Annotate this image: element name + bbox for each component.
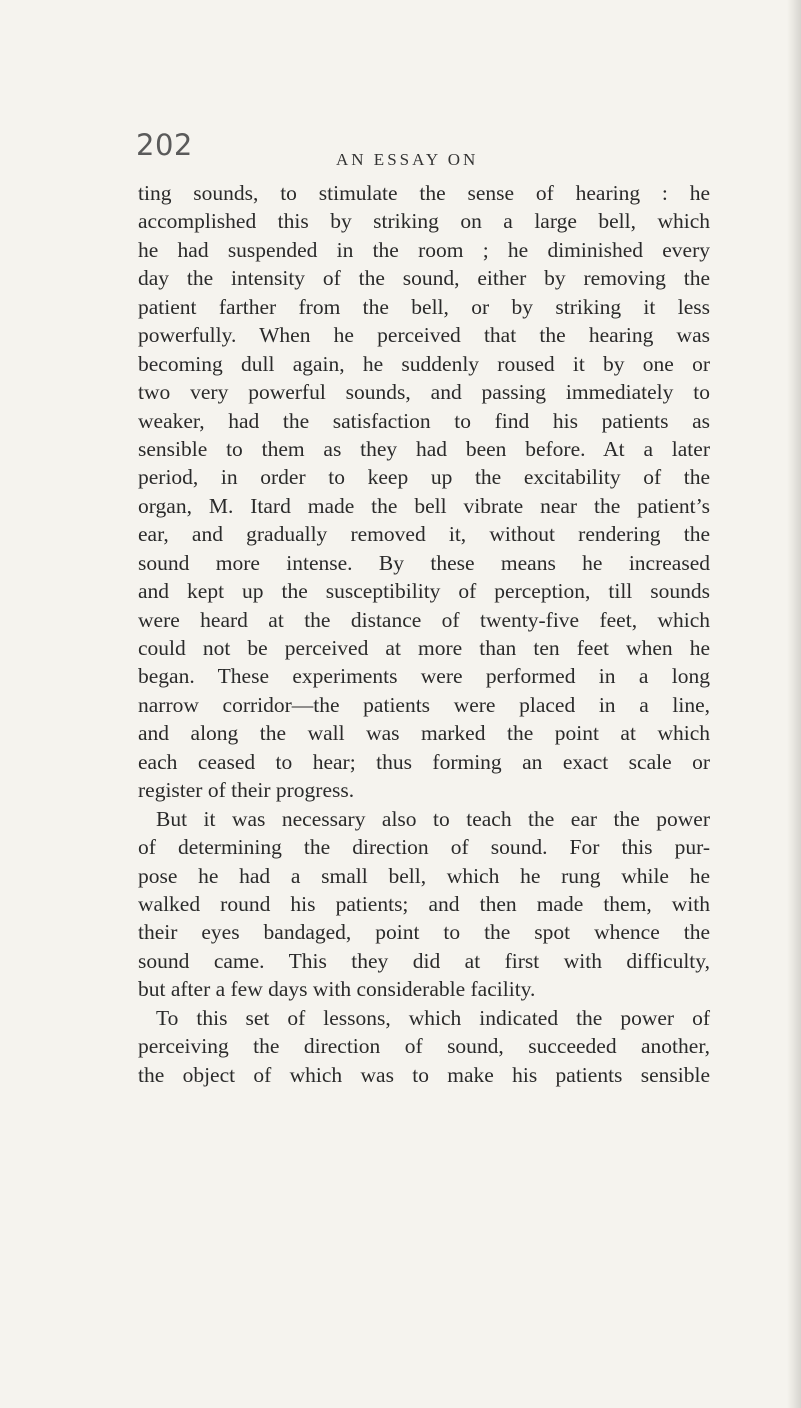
text-line: but after a few days with considerable facility. — [138, 977, 536, 1002]
text-line: ting sounds, to stimulate the sense of hearing : he — [138, 181, 710, 205]
text-line: their eyes bandaged, point to the spot whence the — [138, 920, 710, 945]
text-line: perceiving the direction of sound, succeeded another, — [138, 1034, 710, 1059]
text-line: accomplished this by striking on a large bell, which — [138, 209, 710, 234]
text-line: ear, and gradually removed it, without rendering the — [138, 522, 710, 547]
text-line: register of their progress. — [138, 778, 355, 803]
text-line: could not be perceived at more than ten feet when he — [138, 636, 710, 660]
text-line: of determining the direction of sound. For this pur- — [138, 835, 710, 860]
text-line: sensible to them as they had been before. At a later — [138, 436, 710, 461]
text-line: two very powerful sounds, and passing immediately to — [138, 380, 710, 405]
text-line: each ceased to hear; thus forming an exact scale or — [138, 749, 710, 774]
text-line: and along the wall was marked the point at which — [138, 721, 710, 746]
text-line: period, in order to keep up the excitability of the — [138, 465, 710, 490]
text-line: and kept up the susceptibility of perception, till sounds — [138, 579, 710, 604]
text-line: becoming dull again, he suddenly roused it by one or — [138, 351, 710, 376]
text-line: the object of which was to make his patients sensible — [138, 1062, 710, 1087]
text-line: weaker, had the satisfaction to find his patients as — [138, 408, 710, 433]
running-header: AN ESSAY ON — [336, 150, 479, 169]
text-line: To this set of lessons, which indicated the power of — [156, 1005, 710, 1030]
text-line: sound came. This they did at first with difficulty, — [138, 948, 710, 973]
text-line: patient farther from the bell, or by striking it less — [138, 294, 710, 319]
text-line: But it was necessary also to teach the ear the power — [156, 806, 710, 831]
text-line: were heard at the distance of twenty-five feet, which — [138, 607, 710, 632]
text-line: he had suspended in the room ; he diminished every — [138, 237, 710, 262]
text-line: narrow corridor—the patients were placed in a line, — [138, 692, 710, 717]
text-line: sound more intense. By these means he increased — [138, 550, 710, 575]
body-text — [138, 179, 710, 1089]
page-edge-shadow — [787, 0, 801, 1408]
text-line: organ, M. Itard made the bell vibrate near the patient’s — [138, 493, 710, 518]
text-line: pose he had a small bell, which he rung while he — [138, 863, 710, 888]
text-line: began. These experiments were performed in a long — [138, 664, 710, 689]
page-number: 202 — [136, 128, 193, 162]
text-line: walked round his patients; and then made them, with — [138, 891, 710, 916]
text-line: powerfully. When he perceived that the hearing was — [138, 323, 710, 348]
text-line: day the intensity of the sound, either by removing the — [138, 266, 710, 291]
